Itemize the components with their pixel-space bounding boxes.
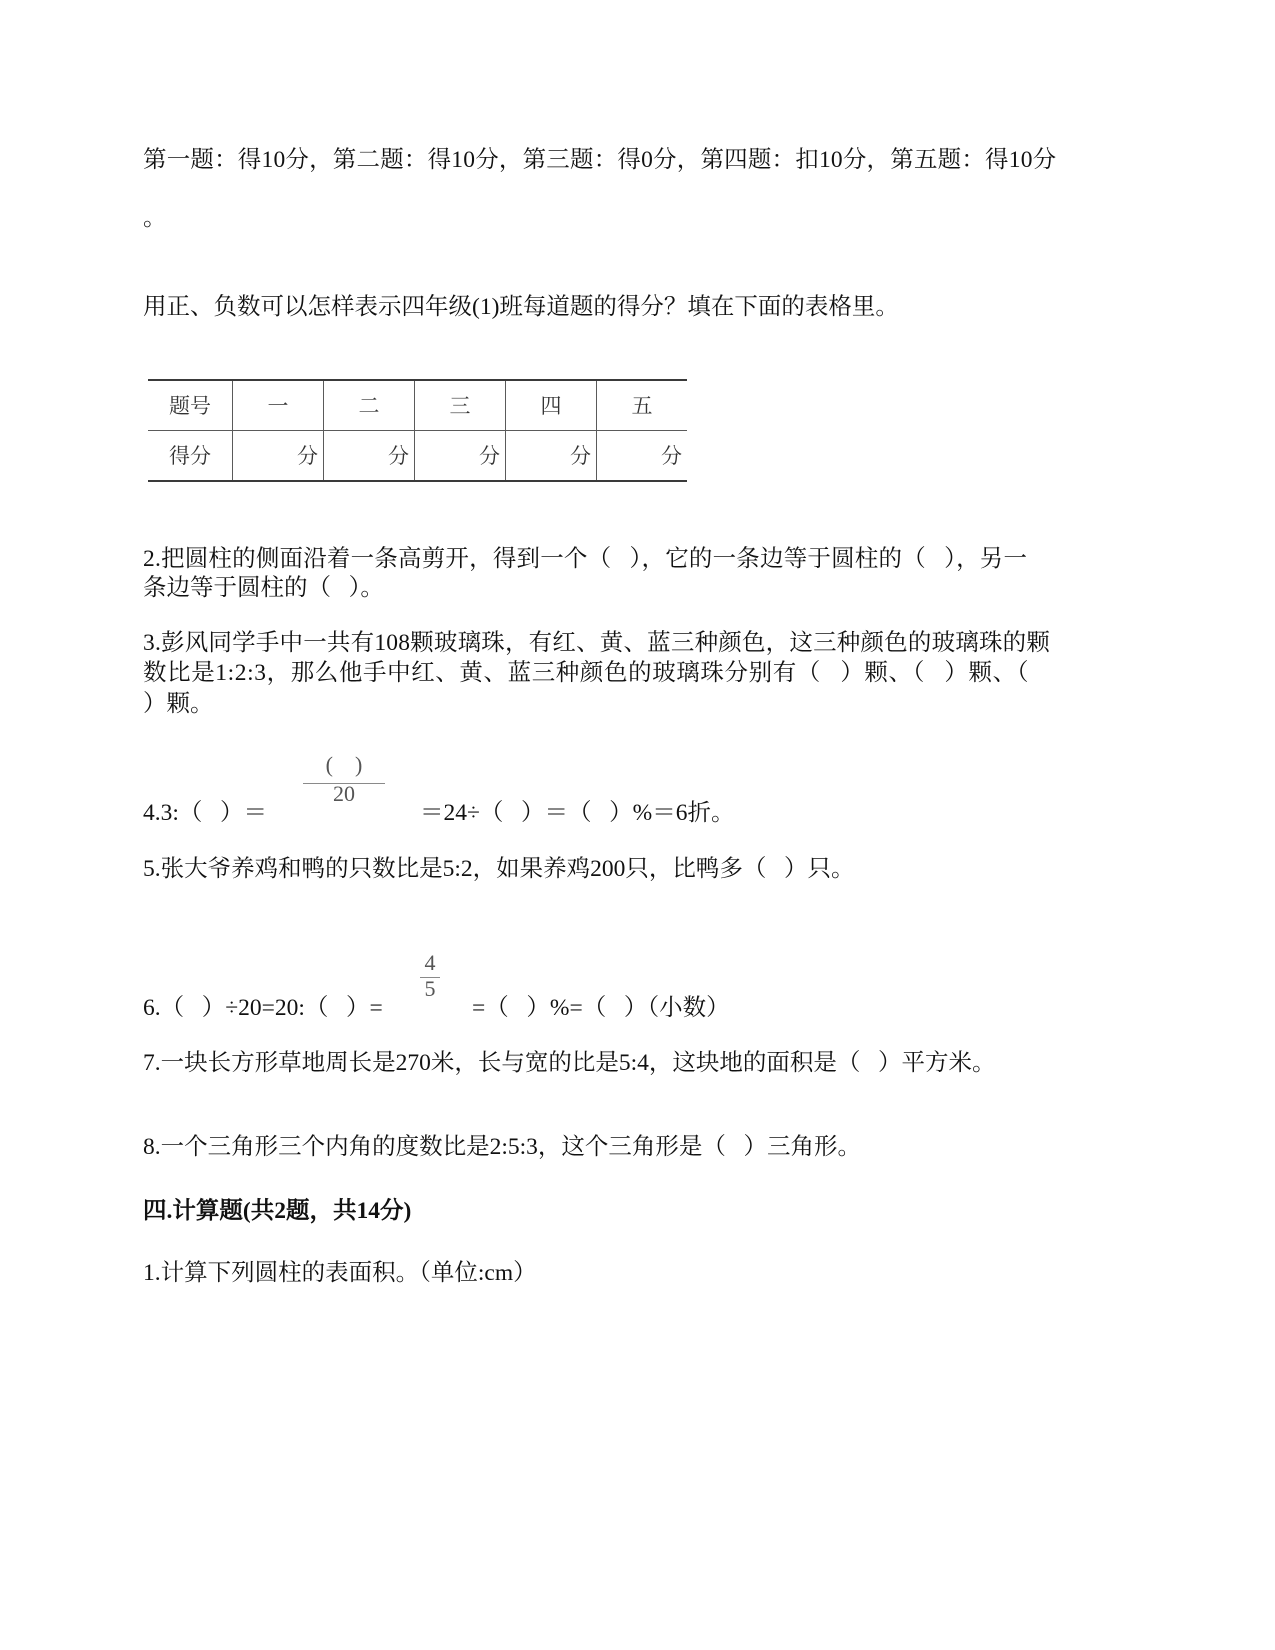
table-header-cell: 四 bbox=[506, 380, 597, 431]
question-3-line-2: 数比是1:2:3，那么他手中红、黄、蓝三种颜色的玻璃珠分别有（ ）颗、（ ）颗、（ bbox=[143, 660, 1030, 686]
table-score-cell: 分 bbox=[415, 431, 506, 482]
question-6-text-before: 6.（ ）÷20=20:（ ）= bbox=[143, 995, 383, 1021]
question-7-text: 7.一块长方形草地周长是270米，长与宽的比是5:4，这块地的面积是（ ）平方米。 bbox=[143, 1050, 996, 1076]
question-8-text: 8.一个三角形三个内角的度数比是2:5:3，这个三角形是（ ）三角形。 bbox=[143, 1134, 862, 1160]
table-score-cell: 分 bbox=[233, 431, 324, 482]
fraction-denominator: 5 bbox=[424, 976, 436, 1001]
table-header-row bbox=[148, 380, 687, 431]
table-score-label: 得分 bbox=[148, 431, 233, 482]
calculation-question-1: 1.计算下列圆柱的表面积。（单位:cm） bbox=[143, 1260, 537, 1286]
table-instruction: 用正、负数可以怎样表示四年级(1)班每道题的得分？填在下面的表格里。 bbox=[143, 294, 899, 320]
table-header-cell: 二 bbox=[324, 380, 415, 431]
fraction-numerator: ( ) bbox=[325, 752, 363, 777]
question-5-text: 5.张大爷养鸡和鸭的只数比是5:2，如果养鸡200只，比鸭多（ ）只。 bbox=[143, 856, 855, 882]
table-header-label: 题号 bbox=[148, 380, 233, 431]
question-2-line-1: 2.把圆柱的侧面沿着一条高剪开，得到一个（ ），它的一条边等于圆柱的（ ），另一 bbox=[143, 546, 1028, 572]
fraction-numerator: 4 bbox=[424, 950, 436, 975]
table-score-row bbox=[148, 431, 687, 482]
question-4-text-after: ＝24÷（ ）＝（ ）%＝6折。 bbox=[420, 800, 735, 826]
question-3-line-1: 3.彭风同学手中一共有108颗玻璃珠，有红、黄、蓝三种颜色，这三种颜色的玻璃珠的颗 bbox=[143, 630, 1051, 656]
question-4-text-before: 4.3:（ ）＝ bbox=[143, 800, 268, 826]
score-summary-end: 。 bbox=[143, 205, 167, 231]
question-6-text-after: =（ ）%=（ ）（小数） bbox=[472, 995, 730, 1021]
fraction bbox=[303, 753, 385, 809]
table-score-cell: 分 bbox=[506, 431, 597, 482]
score-summary-line: 第一题：得10分，第二题：得10分，第三题：得0分，第四题：扣10分，第五题：得10分 bbox=[143, 147, 1057, 173]
table-score-cell: 分 bbox=[597, 431, 688, 482]
table-header-cell: 五 bbox=[597, 380, 688, 431]
table-header-cell: 一 bbox=[233, 380, 324, 431]
table-score-cell: 分 bbox=[324, 431, 415, 482]
section-heading: 四.计算题(共2题，共14分) bbox=[143, 1198, 412, 1224]
fraction bbox=[419, 951, 441, 1003]
question-2-line-2: 条边等于圆柱的（ ）。 bbox=[143, 575, 384, 601]
question-3-line-3: ）颗。 bbox=[143, 691, 214, 717]
score-table bbox=[148, 379, 687, 482]
table-header-cell: 三 bbox=[415, 380, 506, 431]
fraction-denominator: 20 bbox=[333, 781, 355, 806]
